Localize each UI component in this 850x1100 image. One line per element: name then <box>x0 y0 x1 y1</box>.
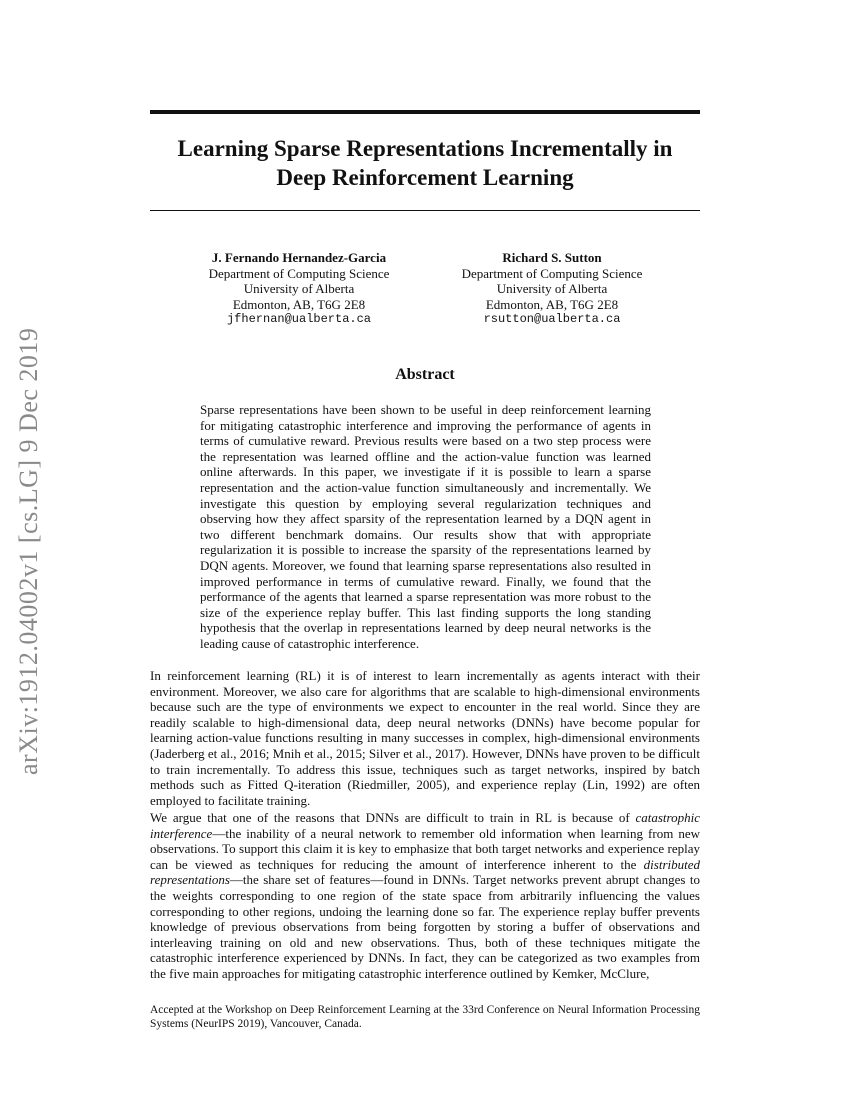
author-name: Richard S. Sutton <box>502 250 602 265</box>
abstract-paragraph: Sparse representations have been shown to be useful in deep reinforcement learning for mitigating catastrophic interference and improving the performance of agents in terms of cumulative reward. Previous results were based on a two step process were the representation was learned offline and the action-value function was learned online afterwards. In this paper, we investigate if it is possible to learn a sparse representation and the action-value function simultaneously and incrementally. We investigate this question by employing several regularization techniques and observing how they affect sparsity of the representation learned by a DQN agent in two different benchmark domains. Our results show that with appropriate regularization it is possible to increase the sparsity of the representations learned by DQN agents. Moreover, we found that learning sparse representations also resulted in improved performance in terms of cumulative reward. Finally, we found that the performance of the agents that learned a sparse representation was more robust to the size of the experience replay buffer. This last finding supports the long standing hypothesis that the overlap in representations learned by deep neural networks is the leading cause of catastrophic interference. <box>200 402 651 651</box>
author-university: University of Alberta <box>243 281 355 297</box>
intro-paragraph-1 <box>150 668 700 808</box>
author-department: Department of Computing Science <box>461 265 643 281</box>
author-location: Edmonton, AB, T6G 2E8 <box>485 296 619 312</box>
arxiv-identifier: arXiv:1912.04002v1 [cs.LG] 9 Dec 2019 <box>14 327 43 775</box>
author-block-2 <box>427 250 677 328</box>
author-email: jfhernan@ualberta.ca <box>226 312 372 327</box>
intro-paragraph-2 <box>150 810 700 982</box>
abstract-heading: Abstract <box>395 366 455 383</box>
emphasis-catastrophic-interference: catastrophic interference <box>150 810 700 841</box>
paragraph-text <box>150 810 700 982</box>
paragraph-text: In reinforcement learning (RL) it is of interest to learn incrementally as agents interact with their environment. Moreover, we also care for algorithms that are scalable to high-dimensional environments because such are the type of environments we expect to encounter in the real world. Since they are readily scalable to high-dimensional data, deep neural networks (DNNs) have become popular for learning action-value functions resulting in many successes in complex, high-dimensional environments (Jaderberg et al., 2016; Mnih et al., 2015; Silver et al., 2017). However, DNNs have proven to be difficult to train incrementally. To address this issue, techniques such as target networks, inspired by batch methods such as Fitted Q-iteration (Riedmiller, 2005), and experience replay (Lin, 1992) are often employed to facilitate training. <box>150 668 700 808</box>
text-run: —the share set of features—found in DNNs. Target networks prevent abrupt changes to the weights corresponding to one region of the state space from arbitrarily influencing the values corresponding to other regions, undoing the learning done so far. The experience replay buffer prevents knowledge of previous observations from being forgotten by storing a buffer of observations and interleaving training on old and new observations. Thus, both of these techniques mitigate the catastrophic interference experienced by DNNs. In fact, they can be categorized as two examples from the five main approaches for mitigating catastrophic interference outlined by Kemker, McClure, <box>150 872 700 981</box>
author-block-1 <box>174 250 424 328</box>
title-bottom-rule <box>150 210 700 211</box>
author-email: rsutton@ualberta.ca <box>483 312 621 327</box>
author-university: University of Alberta <box>496 281 608 297</box>
footnote: Accepted at the Workshop on Deep Reinforcement Learning at the 33rd Conference on Neural Information Processing Systems (NeurIPS 2019), Vancouver, Canada. <box>150 1004 700 1030</box>
text-run: We argue that one of the reasons that DNNs are difficult to train in RL is because of <box>150 810 636 825</box>
abstract-text <box>200 402 651 652</box>
paper-title: Learning Sparse Representations Incrementally in Deep Reinforcement Learning <box>177 136 673 190</box>
author-location: Edmonton, AB, T6G 2E8 <box>232 296 366 312</box>
author-name: J. Fernando Hernandez-Garcia <box>211 250 387 265</box>
text-run: —the inability of a neural network to remember old information when learning from new observations. To support this claim it is key to emphasize that both target networks and experience replay can be viewed as techniques for reducing the amount of interference inherent to the <box>150 825 700 872</box>
author-department: Department of Computing Science <box>208 265 390 281</box>
emphasis-distributed-representations: distributed representations <box>150 856 700 888</box>
title-top-rule <box>150 110 700 114</box>
